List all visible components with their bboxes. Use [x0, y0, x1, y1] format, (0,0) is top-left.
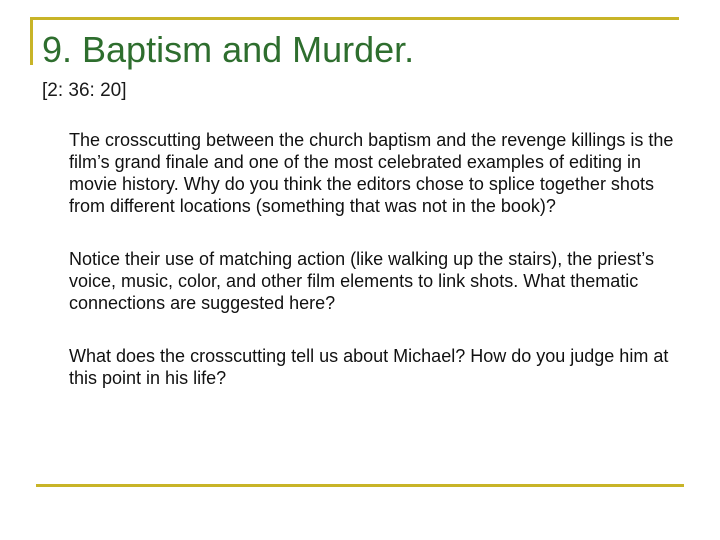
timestamp: [2: 36: 20]: [42, 80, 127, 101]
left-divider: [30, 17, 33, 65]
question-item: The crosscutting between the church baptism and the revenge killings is the film’s grand finale and one of the most celebrated examples of editing in movie history. Why do you think the editors chose to splice together shots from different locations (something that was not in the book)?: [69, 130, 674, 216]
slide-title: 9. Baptism and Murder.: [42, 29, 415, 70]
question-item: What does the crosscutting tell us about Michael? How do you judge him at this point in his life?: [69, 346, 669, 388]
top-divider: [30, 17, 679, 20]
bottom-divider: [36, 484, 684, 487]
question-item: Notice their use of matching action (like walking up the stairs), the priest’s voice, music, color, and other film elements to link shots. What thematic connections are suggested here?: [69, 249, 654, 313]
question-list: [69, 129, 689, 420]
